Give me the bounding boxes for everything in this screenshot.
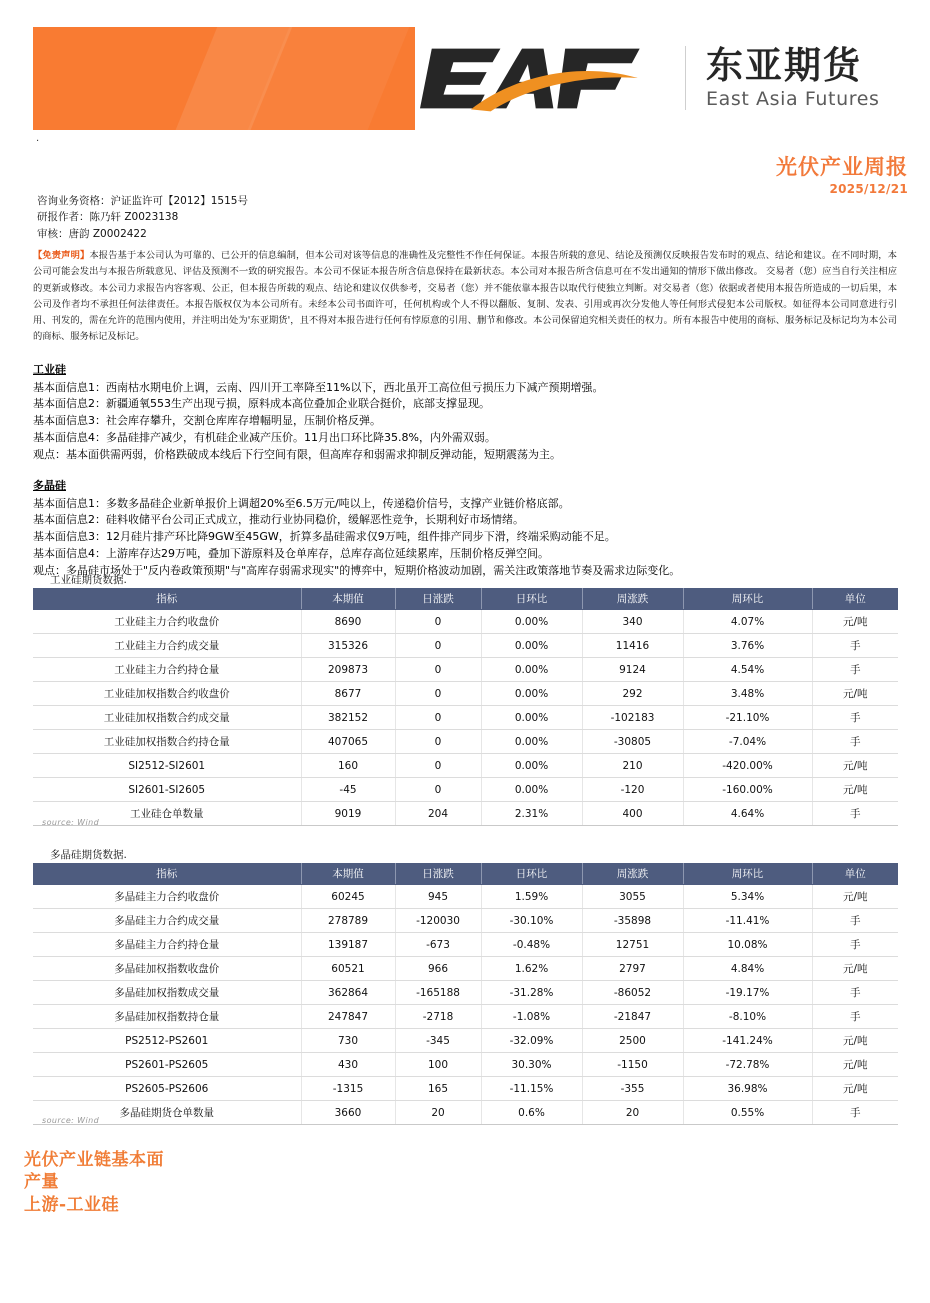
table-cell-value: 1.62% [481, 957, 582, 981]
table-column-header: 本期值 [301, 588, 395, 610]
table-cell-value: 278789 [301, 909, 395, 933]
table-cell-value: 20 [582, 1101, 683, 1125]
table-cell-value: 0 [395, 610, 481, 634]
table-cell-value: 210 [582, 754, 683, 778]
table-row [33, 1005, 898, 1029]
table-cell-value: -72.78% [683, 1053, 812, 1077]
table-cell-value: 400 [582, 802, 683, 826]
table-cell-value: 12751 [582, 933, 683, 957]
company-name-cn: 东亚期货 [706, 43, 862, 87]
table-column-header: 周涨跌 [582, 863, 683, 885]
table-cell-value: 10.08% [683, 933, 812, 957]
table-column-header: 指标 [33, 588, 301, 610]
table-cell-value: -120030 [395, 909, 481, 933]
table-cell-indicator: 工业硅主力合约收盘价 [33, 610, 301, 634]
table-cell-value: 315326 [301, 634, 395, 658]
table-cell-value: 0 [395, 754, 481, 778]
disclaimer-tag: 【免责声明】 [33, 250, 90, 261]
table-column-header: 周环比 [683, 588, 812, 610]
table-cell-indicator: 工业硅主力合约持仓量 [33, 658, 301, 682]
fundamental-line: 基本面信息3：12月硅片排产环比降9GW至45GW，折算多晶硅需求仅9万吨，组件排产同步下滑，终端采购动能不足。 [33, 530, 616, 544]
table-cell-indicator: 多晶硅期货仓单数量 [33, 1101, 301, 1125]
table-cell-value: 100 [395, 1053, 481, 1077]
table-cell-value: 160 [301, 754, 395, 778]
table-cell-value: 手 [812, 909, 898, 933]
table-industrial-silicon-futures [33, 588, 898, 826]
table-cell-value: -30.10% [481, 909, 582, 933]
table-caption-industrial-silicon: 工业硅期货数据. [50, 574, 127, 586]
table-cell-value: 0.00% [481, 778, 582, 802]
table-cell-value: 966 [395, 957, 481, 981]
table-cell-value: 元/吨 [812, 682, 898, 706]
table-cell-value: 0.00% [481, 682, 582, 706]
table-cell-value: 139187 [301, 933, 395, 957]
fundamental-line: 基本面信息2：新疆通氧553生产出现亏损，原料成本高位叠加企业联合挺价，底部支撑显现。 [33, 397, 490, 411]
stray-mark: . [36, 133, 40, 144]
report-date: 2025/12/21 [829, 182, 908, 197]
footer-headings [24, 1149, 164, 1216]
table-cell-value: -0.48% [481, 933, 582, 957]
table-cell-value: 20 [395, 1101, 481, 1125]
fundamental-line: 基本面信息1：多数多晶硅企业新单报价上调超20%至6.5万元/吨以上，传递稳价信号，支撑产业链价格底部。 [33, 496, 570, 510]
table-cell-indicator: PS2512-PS2601 [33, 1029, 301, 1053]
table-cell-value: 元/吨 [812, 1077, 898, 1101]
company-logo [420, 28, 880, 128]
table-column-header: 日涨跌 [395, 588, 481, 610]
disclaimer-body: 本报告基于本公司认为可靠的、已公开的信息编制，但本公司对该等信息的准确性及完整性不作任何保证。本报告所载的意见、结论及预测仅反映报告发布时的观点、结论和建议。在不同时期，本公司可能会发出与本报告所载意见、评估及预测不一致的研究报告。本公司不保证本报告所含信息保持在最新状态。本公司对本报告所含信息可在不发出通知的情形下做出修改。 交易者（您）应当自行关注相应的更新或修改。本公司力求报告内容客观、公正，但本报告所载的观点、结论和建议仅供参考，交易者（您）并不能依靠本报告以取代行使独立判断。对交易者（您）依据或者使用本报告所造成的一切后果，本公司及作者均不承担任何法律责任。本报告版权仅为本公司所有。未经本公司书面许可，任何机构或个人不得以翻版、复制、发表、引用或再次分发他人等任何形式侵犯本公司版权。如征得本公司同意进行引用、刊发的，需在允许的范围内使用，并注明出处为'东亚期货'，且不得对本报告进行任何有悖原意的引用、删节和修改。本公司保留追究相关责任的权力。所有本报告中使用的商标、服务标记及标记均为本公司的商标、服务标记及标记。 [33, 250, 897, 343]
table-cell-value: 元/吨 [812, 957, 898, 981]
table-cell-indicator: 多晶硅主力合约收盘价 [33, 885, 301, 909]
table-cell-value: 元/吨 [812, 1029, 898, 1053]
table-cell-indicator: 工业硅主力合约成交量 [33, 634, 301, 658]
table-cell-value: -673 [395, 933, 481, 957]
table-cell-indicator: 工业硅加权指数合约收盘价 [33, 682, 301, 706]
table-cell-value: -32.09% [481, 1029, 582, 1053]
table-cell-indicator: 工业硅加权指数合约成交量 [33, 706, 301, 730]
section-polysilicon [33, 478, 913, 579]
table-column-header: 单位 [812, 863, 898, 885]
fundamental-line: 基本面信息4：多晶硅排产减少，有机硅企业减产压价。11月出口环比降35.8%，内外需双弱。 [33, 430, 496, 444]
table-cell-value: 0.6% [481, 1101, 582, 1125]
table-row [33, 909, 898, 933]
table-cell-value: 0.00% [481, 754, 582, 778]
table-cell-value: 3.76% [683, 634, 812, 658]
table-cell-value: 4.64% [683, 802, 812, 826]
table-cell-value: 元/吨 [812, 754, 898, 778]
table-cell-indicator: 多晶硅主力合约持仓量 [33, 933, 301, 957]
table-cell-indicator: 多晶硅加权指数持仓量 [33, 1005, 301, 1029]
table-cell-value: 元/吨 [812, 610, 898, 634]
table-cell-value: 9124 [582, 658, 683, 682]
table-cell-value: 407065 [301, 730, 395, 754]
table-cell-value: -1.08% [481, 1005, 582, 1029]
table-column-header: 本期值 [301, 863, 395, 885]
table-cell-indicator: 多晶硅加权指数收盘价 [33, 957, 301, 981]
table-cell-value: 0.55% [683, 1101, 812, 1125]
table-cell-value: 手 [812, 658, 898, 682]
table-cell-value: 2.31% [481, 802, 582, 826]
table-cell-value: 340 [582, 610, 683, 634]
table-column-header: 周涨跌 [582, 588, 683, 610]
table-row [33, 658, 898, 682]
table-row [33, 885, 898, 909]
table-cell-value: 247847 [301, 1005, 395, 1029]
table-cell-value: -19.17% [683, 981, 812, 1005]
table-cell-indicator: SI2512-SI2601 [33, 754, 301, 778]
table-cell-value: 4.07% [683, 610, 812, 634]
table-cell-indicator: 工业硅仓单数量 [33, 802, 301, 826]
table-cell-value: -1150 [582, 1053, 683, 1077]
fundamental-line: 基本面信息3：社会库存攀升，交割仓库库存增幅明显，压制价格反弹。 [33, 414, 381, 428]
table-cell-value: 0 [395, 730, 481, 754]
table-row [33, 933, 898, 957]
table-cell-value: 362864 [301, 981, 395, 1005]
table-cell-value: 0 [395, 634, 481, 658]
table-cell-value: 292 [582, 682, 683, 706]
table-cell-value: 手 [812, 1101, 898, 1125]
section-viewpoint: 观点：基本面供需两弱，价格跌破成本线后下行空间有限，但高库存和弱需求抑制反弹动能，短期震荡为主。 [33, 447, 561, 461]
table-cell-value: 0 [395, 778, 481, 802]
table-cell-value: -1315 [301, 1077, 395, 1101]
table-column-header: 日环比 [481, 588, 582, 610]
eaf-logo-icon [420, 38, 675, 118]
table-cell-value: 0.00% [481, 706, 582, 730]
table-header-row [33, 863, 898, 885]
footer-heading-upstream: 上游-工业硅 [24, 1194, 120, 1215]
table-cell-value: 382152 [301, 706, 395, 730]
brand-orange-banner [33, 27, 415, 130]
report-title: 光伏产业周报 [776, 155, 908, 179]
table-cell-value: 204 [395, 802, 481, 826]
table-header-row [33, 588, 898, 610]
table-cell-value: 36.98% [683, 1077, 812, 1101]
table-cell-value: -120 [582, 778, 683, 802]
footer-heading-chain: 光伏产业链基本面 [24, 1150, 164, 1170]
table-cell-value: 元/吨 [812, 778, 898, 802]
table-cell-value: -21.10% [683, 706, 812, 730]
table-cell-value: -7.04% [683, 730, 812, 754]
section-title: 工业硅 [33, 363, 66, 376]
table-row [33, 730, 898, 754]
table-cell-value: 60521 [301, 957, 395, 981]
table-body [33, 885, 898, 1125]
table-row [33, 981, 898, 1005]
table-row [33, 610, 898, 634]
table-cell-value: 8677 [301, 682, 395, 706]
footer-heading-output: 产量 [24, 1172, 59, 1193]
table-column-header: 单位 [812, 588, 898, 610]
table-row [33, 634, 898, 658]
table-row [33, 682, 898, 706]
credit-reviewer: 审核：唐韵 Z0002422 [37, 227, 147, 240]
disclaimer-block [33, 248, 897, 346]
table-cell-value: 手 [812, 802, 898, 826]
table-cell-value: 手 [812, 706, 898, 730]
table-cell-value: 手 [812, 634, 898, 658]
table-cell-value: -30805 [582, 730, 683, 754]
table-cell-value: 2797 [582, 957, 683, 981]
table-polysilicon-futures [33, 863, 898, 1125]
table-cell-value: 0 [395, 658, 481, 682]
section-title: 多晶硅 [33, 479, 66, 492]
table-cell-value: 60245 [301, 885, 395, 909]
table-cell-value: -11.41% [683, 909, 812, 933]
table-cell-value: -86052 [582, 981, 683, 1005]
page-header [0, 0, 930, 144]
table-cell-value: -8.10% [683, 1005, 812, 1029]
table-cell-value: 0 [395, 682, 481, 706]
table-cell-value: 元/吨 [812, 885, 898, 909]
table-row [33, 1101, 898, 1125]
table-cell-value: -345 [395, 1029, 481, 1053]
table-cell-value: 1.59% [481, 885, 582, 909]
table-column-header: 指标 [33, 863, 301, 885]
table-cell-indicator: PS2605-PS2606 [33, 1077, 301, 1101]
table-caption-polysilicon: 多晶硅期货数据. [50, 849, 127, 861]
table-cell-value: -102183 [582, 706, 683, 730]
table-body [33, 610, 898, 826]
table-cell-indicator: PS2601-PS2605 [33, 1053, 301, 1077]
fundamental-line: 基本面信息2：硅料收储平台公司正式成立，推动行业协同稳价，缓解恶性竞争，长期利好市场情绪。 [33, 513, 524, 527]
table-cell-value: -2718 [395, 1005, 481, 1029]
table-cell-value: 5.34% [683, 885, 812, 909]
table-source-industrial-silicon: source: Wind [42, 818, 100, 827]
table-cell-value: 0 [395, 706, 481, 730]
table-cell-value: 手 [812, 1005, 898, 1029]
section-viewpoint: 观点：多晶硅市场处于"反内卷政策预期"与"高库存弱需求现实"的博弈中，短期价格波动加剧，需关注政策落地节奏及需求边际变化。 [33, 563, 681, 577]
table-cell-value: -45 [301, 778, 395, 802]
table-row [33, 1029, 898, 1053]
fundamental-line: 基本面信息4：上游库存达29万吨，叠加下游原料及仓单库存，总库存高位延续累库，压制价格反弹空间。 [33, 546, 549, 560]
table-row [33, 1077, 898, 1101]
table-row [33, 706, 898, 730]
table-cell-value: -31.28% [481, 981, 582, 1005]
table-cell-value: 30.30% [481, 1053, 582, 1077]
table-cell-value: 手 [812, 730, 898, 754]
table-cell-value: 209873 [301, 658, 395, 682]
table-cell-indicator: 工业硅加权指数合约持仓量 [33, 730, 301, 754]
table-cell-value: 0.00% [481, 610, 582, 634]
table-cell-value: 4.54% [683, 658, 812, 682]
table-cell-value: -35898 [582, 909, 683, 933]
table-cell-value: 9019 [301, 802, 395, 826]
fundamental-line: 基本面信息1：西南枯水期电价上调，云南、四川开工率降至11%以下，西北虽开工高位但亏损压力下减产预期增强。 [33, 380, 604, 394]
table-cell-value: 165 [395, 1077, 481, 1101]
table-column-header: 日涨跌 [395, 863, 481, 885]
table-cell-value: 8690 [301, 610, 395, 634]
table-cell-value: 4.84% [683, 957, 812, 981]
table-cell-value: 3.48% [683, 682, 812, 706]
company-name-en: East Asia Futures [706, 88, 880, 111]
table-cell-indicator: 多晶硅加权指数成交量 [33, 981, 301, 1005]
table-cell-value: 0.00% [481, 634, 582, 658]
logo-divider [685, 46, 686, 110]
table-cell-value: -355 [582, 1077, 683, 1101]
table-cell-value: 手 [812, 981, 898, 1005]
table-cell-indicator: 多晶硅主力合约成交量 [33, 909, 301, 933]
table-cell-value: -11.15% [481, 1077, 582, 1101]
table-cell-value: 0.00% [481, 658, 582, 682]
table-cell-value: 2500 [582, 1029, 683, 1053]
table-row [33, 1053, 898, 1077]
table-cell-value: 3660 [301, 1101, 395, 1125]
report-title-block [776, 155, 908, 196]
table-cell-value: -160.00% [683, 778, 812, 802]
table-cell-value: 430 [301, 1053, 395, 1077]
table-cell-value: 11416 [582, 634, 683, 658]
table-column-header: 周环比 [683, 863, 812, 885]
table-source-polysilicon: source: Wind [42, 1116, 100, 1125]
credits-block [37, 193, 248, 242]
table-cell-value: 元/吨 [812, 1053, 898, 1077]
table-cell-value: 0.00% [481, 730, 582, 754]
section-industrial-silicon [33, 362, 913, 463]
table-cell-indicator: SI2601-SI2605 [33, 778, 301, 802]
table-cell-value: -420.00% [683, 754, 812, 778]
table-cell-value: -141.24% [683, 1029, 812, 1053]
table-cell-value: 3055 [582, 885, 683, 909]
table-row [33, 778, 898, 802]
table-cell-value: -165188 [395, 981, 481, 1005]
credit-license: 咨询业务资格：沪证监许可【2012】1515号 [37, 195, 248, 207]
table-row [33, 957, 898, 981]
table-cell-value: -21847 [582, 1005, 683, 1029]
table-row [33, 802, 898, 826]
table-cell-value: 945 [395, 885, 481, 909]
table-row [33, 754, 898, 778]
table-column-header: 日环比 [481, 863, 582, 885]
table-cell-value: 手 [812, 933, 898, 957]
table-cell-value: 730 [301, 1029, 395, 1053]
credit-author: 研报作者：陈乃轩 Z0023138 [37, 211, 179, 224]
